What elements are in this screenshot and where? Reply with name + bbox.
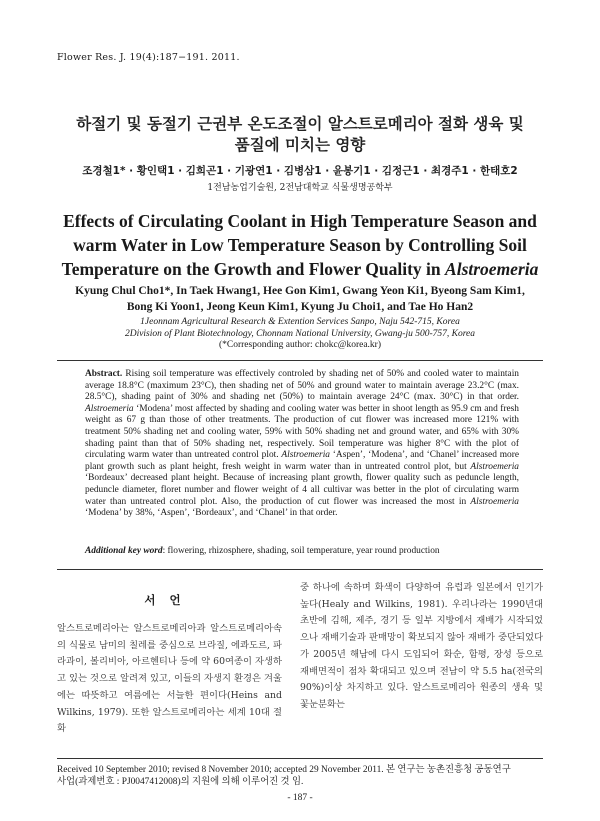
keywords-label: Additional key word xyxy=(85,546,163,556)
abstract-text-2: ‘Modena’ most affected by shading and cooling water was better in shoot length as 95.9 cm and fresh weight as 67 g than those of other treatments. The production of cut flower was increased more 121% with treatment 50% shading net and cooling water, 59% with 50% shading net and ground water, and 65% with 30% shading paint than that of 50% shading net, respectively. Soil temperature was higher 8°C with the plot of circulating warm water than untreated control plot. xyxy=(85,403,519,461)
keywords-text: : flowering, rhizosphere, shading, soil temperature, year round production xyxy=(162,546,440,556)
english-authors-line-2: Bong Ki Yoon1, Jeong Keun Kim1, Kyung Ju Choi1, and Tae Ho Han2 xyxy=(126,300,474,313)
abstract-bottom-rule xyxy=(57,569,543,570)
abstract-genus-3: Alstroemeria xyxy=(470,461,519,472)
abstract-genus-2: Alstroemeria xyxy=(281,450,330,461)
footnote-rule xyxy=(57,758,543,759)
abstract-top-rule xyxy=(57,360,543,361)
abstract-genus-4: Alstroemeria xyxy=(470,496,519,507)
keywords xyxy=(85,546,519,556)
page-number: - 187 - xyxy=(287,793,313,803)
english-title xyxy=(40,209,560,281)
korean-title xyxy=(0,114,600,156)
abstract-text-1: Rising soil temperature was effectively controled by shading net of 50% and cooled water to maintain average 18.8°C (maximum 23°C), then shading net of 50% and ground water to maintain average 23.2°C (max. 28.5°C), shading paint of 30% and shading net (50%) to maintain average 24°C (max. 30°C) in that order. xyxy=(85,369,519,403)
corresponding-author: (*Corresponding author: chokc@korea.kr) xyxy=(218,340,382,350)
journal-citation: Flower Res. J. 19(4):187−191. 2011. xyxy=(57,52,240,63)
body-right-column: 중 하나에 속하며 화색이 다양하여 유럽과 일본에서 인기가 높다(Healy and Wilkins, 1981). 우리나라는 1990년대 초반에 김해, 제주, 경기 등 일부 지방에서 재배가 시작되었으나 재배기술과 판매망이 확보되지 않아 재배가 중단되었다가 2005년 해남에 다시 도입되어 화순, 함평, 장성 등으로 재배면적이 점차 확대되고 있으며 전남이 약 5.5 ha(전국의 90%)이상 차지하고 있다. 알스트로메리아 원종의 생육 및 꽃눈분화는 xyxy=(300,582,543,710)
english-authors-line-1: Kyung Chul Cho1*, In Taek Hwang1, Hee Gon Kim1, Gwang Yeon Ki1, Byeong Sam Kim1, xyxy=(75,285,525,297)
korean-title-line-2: 품질에 미치는 영향 xyxy=(234,136,366,154)
english-title-line-2: warm Water in Low Temperature Season by Controlling Soil xyxy=(73,235,527,255)
footnote xyxy=(57,764,543,788)
footnote-line-1: Received 10 September 2010; revised 8 November 2010; accepted 29 November 2011. 본 연구는 농촌진흥청 공동연구 xyxy=(57,765,511,775)
korean-title-line-1: 하절기 및 동절기 근권부 온도조절이 알스트로메리아 절화 생육 및 xyxy=(76,115,524,133)
abstract-text-3: ‘Aspen’, ‘Modena’, and ‘Chanel’ increased more plant growth such as plant height, fresh weight in warm water than in untreated control plot, but xyxy=(85,450,519,472)
affiliation-1: 1Jeonnam Agricultural Research & Extention Services Sanpo, Naju 542-715, Korea xyxy=(140,317,460,327)
english-authors xyxy=(50,284,550,315)
english-affiliations xyxy=(50,317,550,340)
affiliation-2: 2Division of Plant Biotechnology, Chonnam National University, Gwang-ju 500-757, Korea xyxy=(124,328,476,339)
abstract-text-4: ‘Bordeaux’ decreased plant height. Because of increasing plant growth, flower quality such as peduncle length, peduncle diameter, floret number and flower weight of 4 all cultivar was better in the plot of circulating warm water than untreated control plot. Also, the production of cut flower was increased the most in xyxy=(85,473,519,507)
korean-affiliation: 1전남농업기술원, 2전남대학교 식물생명공학부 xyxy=(207,183,393,193)
abstract-genus-1: Alstroemeria xyxy=(85,403,134,414)
english-title-line-1: Effects of Circulating Coolant in High Temperature Season and xyxy=(63,211,537,231)
english-title-genus: Alstroemeria xyxy=(445,259,539,279)
body-left-column: 알스트로메리아는 알스트로메리아과 알스트로메리아속의 식물로 남미의 칠레를 중심으로 브라질, 에콰도르, 파라과이, 볼리비아, 아르헨티나 등에 약 60여종이 자생하고 있는 것으로 알려져 있고, 이들의 자생지 환경은 겨울에는 따뜻하고 여름에는 서늘한 편이다(Heins and Wilkins, 1979). 또한 알스트로메리아는 세계 10대 절화 xyxy=(57,623,282,735)
section-heading-introduction: 서언 xyxy=(144,593,195,607)
abstract-label: Abstract. xyxy=(85,369,123,379)
footnote-line-2: 사업(과제번호 : PJ0047412008)의 지원에 의해 이루어진 것 임. xyxy=(57,777,304,787)
abstract xyxy=(85,369,519,520)
korean-authors: 조경철1* · 황인택1 · 김희곤1 · 기광연1 · 김병삼1 · 윤봉기1 · 김정근1 · 최경주1 · 한태호2 xyxy=(82,165,518,177)
english-title-line-3-text: Temperature on the Growth and Flower Quality in xyxy=(61,259,446,279)
english-title-line-3 xyxy=(40,257,560,281)
abstract-text-5: ‘Modena’ by 38%, ‘Aspen’, ‘Bordeaux’, and ‘Chanel’ in that order. xyxy=(85,508,338,519)
